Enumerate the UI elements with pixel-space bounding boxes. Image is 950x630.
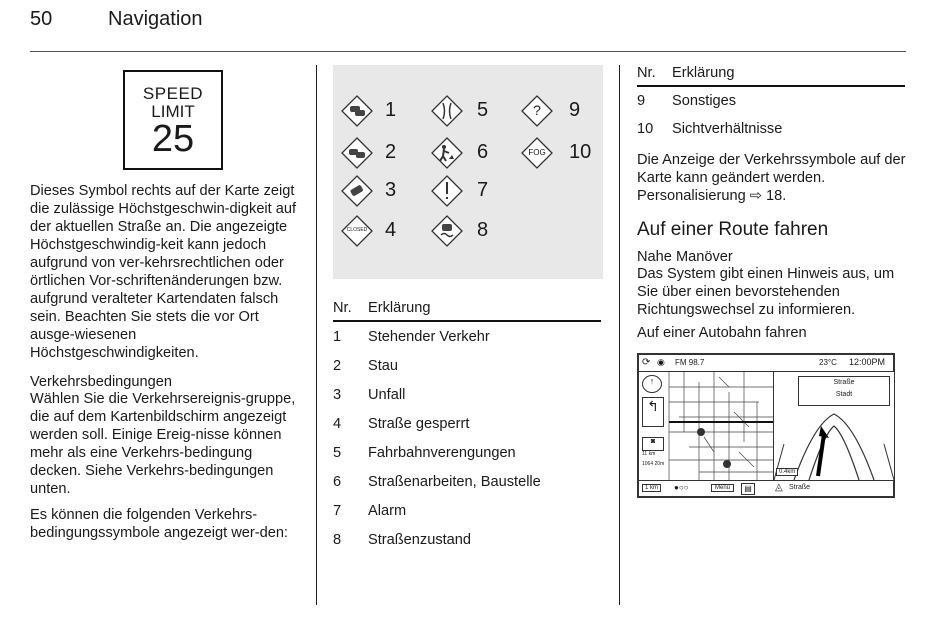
column-right — [637, 65, 907, 498]
table-row — [333, 525, 601, 554]
row-desc: Sonstiges — [672, 93, 737, 109]
column-middle — [333, 65, 603, 554]
strassenzustand-icon — [431, 215, 463, 247]
fog-label: FOG — [528, 148, 546, 157]
sign-value: 25 — [151, 118, 195, 160]
highway-sign — [798, 376, 890, 406]
icon-num-4: 4 — [385, 219, 397, 241]
page-header — [0, 0, 950, 60]
icon-num-2: 2 — [385, 141, 397, 163]
refresh-icon: ⟳ — [642, 357, 651, 368]
closed-label: CLOSED — [346, 227, 368, 233]
table-row — [333, 380, 601, 409]
sign-limit: LIMIT — [151, 102, 195, 121]
row-nr: 5 — [333, 444, 342, 461]
symbols-display-text — [637, 151, 907, 205]
compass-icon: ↑ — [642, 375, 662, 393]
alarm-icon — [431, 175, 463, 207]
table-row — [637, 86, 905, 115]
fahrbahnverengung-icon — [431, 95, 463, 127]
row-desc: Fahrbahnverengungen — [368, 444, 516, 461]
sichtverhaeltnisse-icon — [521, 137, 553, 169]
symbol-table-1 — [333, 300, 601, 554]
sign-speed: SPEED — [142, 84, 204, 103]
nav-top-bar — [639, 355, 893, 372]
scale-button: 1 km — [642, 484, 661, 492]
traffic-symbols-intro: Es können die folgenden Verkehrs-bedingungssymbole angezeigt wer-den: — [30, 507, 288, 541]
route-section-heading: Auf einer Route fahren — [637, 219, 829, 240]
table-header-row — [637, 65, 905, 86]
col-desc-header: Erklärung — [368, 300, 601, 321]
symbol-table-2 — [637, 65, 905, 143]
row-nr: 2 — [333, 357, 342, 374]
row-nr: 1 — [333, 328, 342, 345]
turn-arrow-icon: ↰ — [642, 397, 664, 427]
side-distance-2: 1064 20m — [642, 461, 665, 467]
stau-icon — [341, 137, 373, 169]
table-header-row — [333, 300, 601, 321]
highway-heading: Auf einer Autobahn fahren — [637, 325, 807, 341]
page-title: Navigation — [108, 8, 203, 30]
icon-num-3: 3 — [385, 179, 397, 201]
row-desc: Straßenarbeiten, Baustelle — [368, 473, 541, 490]
traffic-conditions-text: Wählen Sie die Verkehrsereignis-gruppe, die auf dem Kartenbildschirm angezeigt werden soll. Einige Ereig-nisse können mehr als eine Verkehrs-bedingung decken. Siehe Verkehrs-bedingungen unten. — [30, 391, 296, 497]
icon-num-1: 1 — [385, 99, 397, 121]
page-number: 50 — [30, 8, 53, 30]
icon-num-6: 6 — [477, 141, 489, 163]
column-left — [30, 65, 300, 542]
nav-bottom-bar — [639, 480, 893, 497]
personalization-ref: Personalisierung ⇨ 18. — [637, 188, 787, 204]
unfall-icon — [341, 175, 373, 207]
symbols-display-sentence: Die Anzeige der Verkehrssymbole auf der Karte kann geändert werden. — [637, 152, 906, 186]
table-row — [333, 321, 601, 351]
nav-time: 12:00PM — [849, 357, 886, 367]
table-row — [333, 351, 601, 380]
near-maneuver-heading: Nahe Manöver — [637, 249, 733, 265]
icon-num-9: 9 — [569, 99, 581, 121]
row-desc: Straße gesperrt — [368, 415, 470, 432]
sonstiges-label: ? — [533, 102, 541, 118]
map-view-icon: ▤ — [741, 483, 755, 495]
header-rule — [30, 51, 906, 52]
col-nr-header: Nr. — [637, 65, 672, 86]
row-nr: 10 — [637, 121, 654, 137]
sign-street: Straße — [833, 379, 855, 386]
street-indicator-icon: ◬ — [775, 482, 783, 493]
icon-num-7: 7 — [477, 179, 489, 201]
menu-button: Menü — [711, 484, 734, 492]
strasse-gesperrt-icon — [341, 215, 373, 247]
maneuver-panel — [773, 372, 894, 480]
speed-limit-description: Dieses Symbol rechts auf der Karte zeigt die zulässige Höchstgeschwin-digkeit auf der aktuellen Straße an. Die angezeigte Höchstgeschwindig-keit kann jedoch aufgrund von ver-kehrsrechtlichen oder örtlichen Vor-schriftenänderungen bzw. aufgrund veralteter Kartendaten falsch sein. Beachten Sie stets die vor Ort ausge-wiesenen Höchstgeschwindigkeiten. — [30, 183, 297, 361]
row-desc: Stehender Verkehr — [368, 328, 490, 345]
side-distance-1: 11 km — [642, 451, 656, 457]
row-desc: Sichtverhältnisse — [672, 121, 783, 137]
table-row — [333, 438, 601, 467]
table-row — [637, 115, 905, 143]
icon-num-10: 10 — [569, 141, 592, 163]
col-desc-header: Erklärung — [672, 65, 905, 86]
row-desc: Straßenzustand — [368, 531, 472, 548]
row-desc: Alarm — [368, 502, 407, 519]
table-row — [333, 496, 601, 525]
col-nr-header: Nr. — [333, 300, 368, 321]
nav-temp: 23°C — [819, 358, 837, 367]
nav-screen-illustration — [637, 353, 895, 498]
icon-num-5: 5 — [477, 99, 489, 121]
row-nr: 9 — [637, 93, 646, 109]
near-maneuver-text: Das System gibt einen Hinweis aus, um Sie über einen bevorstehenden Richtungswechsel zu informieren. — [637, 266, 895, 318]
column-divider-2 — [619, 65, 620, 605]
traffic-conditions-heading: Verkehrsbedingungen — [30, 374, 172, 390]
maneuver-distance: 0.4km — [776, 468, 798, 476]
speed-limit-sign — [123, 70, 223, 170]
icon-num-8: 8 — [477, 219, 489, 241]
pin-icon: ◉ — [657, 357, 665, 367]
view-toggle-icon: ●○○ — [674, 483, 689, 492]
traffic-icons-panel — [333, 65, 603, 279]
row-nr: 6 — [333, 473, 342, 490]
column-divider-1 — [316, 65, 317, 605]
row-desc: Stau — [368, 357, 399, 374]
table-row — [333, 467, 601, 496]
speed-icon: ◙ — [642, 437, 664, 451]
row-nr: 3 — [333, 386, 342, 403]
sonstiges-icon — [521, 95, 553, 127]
stehender-verkehr-icon — [341, 95, 373, 127]
strassenarbeiten-icon — [431, 137, 463, 169]
nav-station: FM 98.7 — [675, 358, 705, 367]
row-desc: Unfall — [368, 386, 406, 403]
sign-city: Stadt — [835, 391, 853, 398]
row-nr: 7 — [333, 502, 342, 519]
row-nr: 8 — [333, 531, 342, 548]
current-street: Straße — [789, 484, 811, 491]
table-row — [333, 409, 601, 438]
row-nr: 4 — [333, 415, 342, 432]
